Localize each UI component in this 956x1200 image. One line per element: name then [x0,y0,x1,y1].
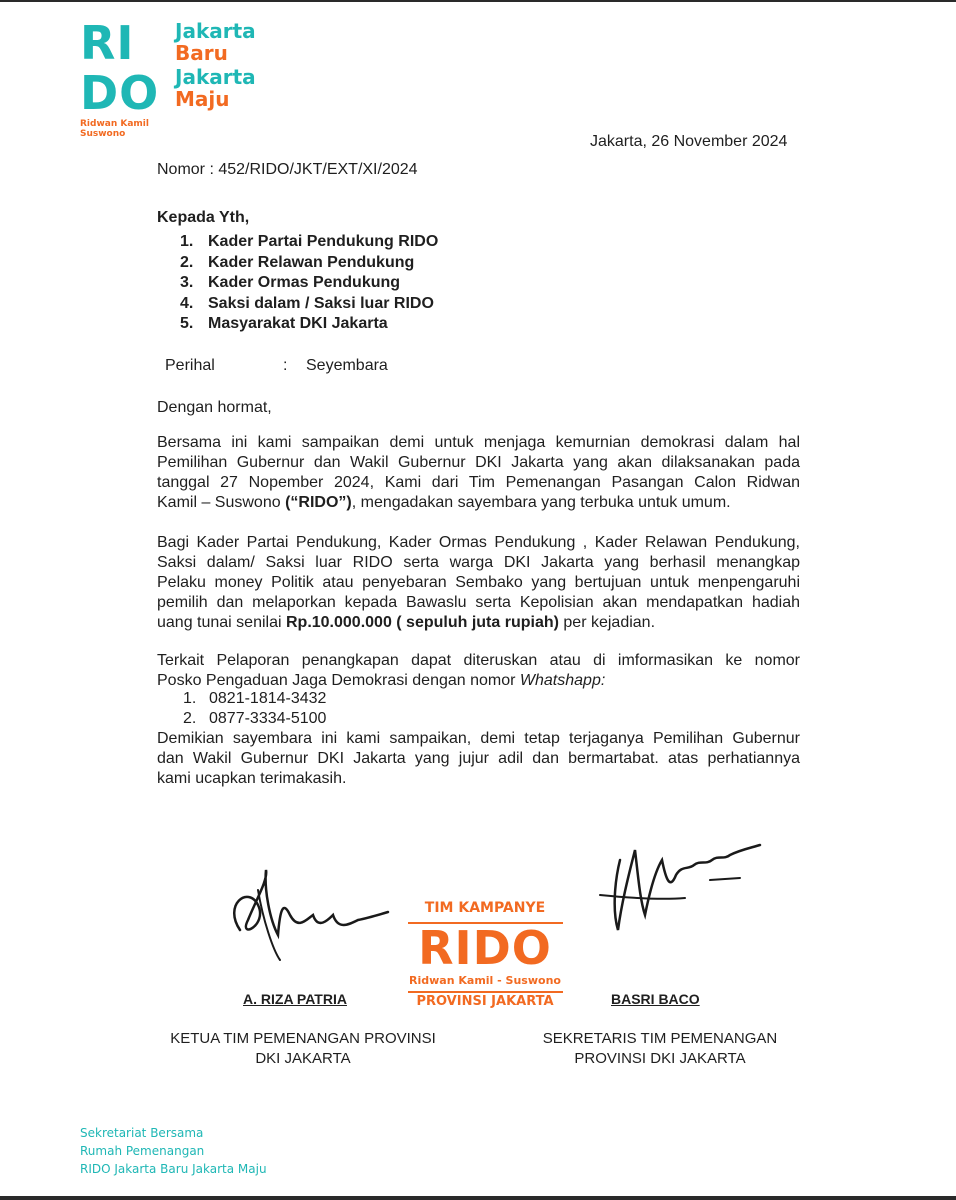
text-run: uang tunai senilai [157,614,286,631]
letter-date: Jakarta, 26 November 2024 [590,133,788,150]
paragraph-line: Demikian sayembara ini kami sampaikan, demi tetap terjaganya Pemilihan Gubernur [157,730,800,747]
rido-bold: (“RIDO”) [285,494,352,511]
paragraph-intro [157,433,800,513]
recipient-text: Kader Ormas Pendukung [208,274,401,291]
paragraph-line: pemilih dan melaporkan kepada Bawaslu serta Kepolisian akan mendapatkan hadiah [157,594,800,611]
paragraph-line: dan Wakil Gubernur DKI Jakarta yang jujur adil dan bermartabat. atas perhatiannya [157,750,800,767]
reward-amount: Rp.10.000.000 ( sepuluh juta rupiah) [285,614,559,631]
role-line: KETUA TIM PEMENANGAN PROVINSI [170,1030,436,1047]
signature-left [218,860,398,970]
footer-line: Rumah Pemenangan [80,1144,205,1158]
paragraph-reward [157,533,800,633]
role-line: DKI JAKARTA [255,1050,351,1067]
stamp-subtitle: Ridwan Kamil - Suswono [409,974,561,987]
logo-word-1: Jakarta [175,19,256,43]
subject-colon: : [283,357,288,374]
logo-sub-1: Ridwan Kamil [80,119,149,129]
list-number: 3. [180,274,194,291]
recipient-text: Kader Relawan Pendukung [208,253,415,271]
logo-sub-2: Suswono [80,129,126,139]
footer-line: Sekretariat Bersama [80,1126,204,1140]
logo-word-4: Maju [175,87,230,111]
list-item [180,232,438,253]
list-number: 5. [180,315,194,332]
role-line: PROVINSI DKI JAKARTA [574,1050,746,1067]
subject-value: Seyembara [306,357,388,374]
paragraph-line: Pelaku money Politik atau penyebaran Sembako yang bertujuan untuk menpengaruhi [157,574,800,591]
list-item [180,294,438,315]
list-number: 1. [180,233,194,250]
logo-word-2: Baru [175,41,228,65]
list-number: 2. [180,253,194,271]
bottom-border [0,1196,956,1200]
stamp-province: PROVINSI JAKARTA [416,994,554,1009]
text-run: per kejadian. [558,614,656,631]
paragraph-line: Bagi Kader Partai Pendukung, Kader Ormas Pendukung , Kader Relawan Pendukung, [157,534,800,551]
phone-number: 0877-3334-5100 [209,710,327,727]
subject-label: Perihal [165,357,215,374]
recipient-text: Kader Partai Pendukung RIDO [208,233,439,250]
stamp-title: TIM KAMPANYE [424,900,546,916]
footer-address [80,1124,267,1178]
stamp-logo: RIDO [418,921,552,975]
phone-number: 0821-1814-3432 [209,690,327,707]
list-number: 2. [183,710,197,727]
list-item [183,689,326,709]
list-item [183,709,326,729]
recipients-list [180,232,438,335]
text-run: Kamil – Suswono [157,494,286,511]
recipient-text: Masyarakat DKI Jakarta [208,315,388,332]
list-item [180,253,438,274]
letter-number: Nomor : 452/RIDO/JKT/EXT/XI/2024 [157,161,418,178]
signer-role-right [520,1029,800,1069]
salutation: Dengan hormat, [157,399,272,416]
paragraph-line: Bersama ini kami sampaikan demi untuk menjaga kemurnian demokrasi dalam hal [157,434,800,451]
logo-mark-bottom: DO [80,66,160,120]
signer-name-left: A. RIZA PATRIA [243,991,347,1007]
signature-right [590,820,780,940]
paragraph-line [157,613,800,633]
list-number: 4. [180,294,194,312]
logo-word-3: Jakarta [175,65,256,89]
paragraph-line [157,671,800,691]
signer-name-right: BASRI BACO [611,991,700,1007]
recipients-intro: Kepada Yth, [157,209,250,226]
list-item [180,314,438,335]
campaign-stamp [400,900,570,1015]
recipient-text: Saksi dalam / Saksi luar RIDO [208,294,434,312]
paragraph-reporting [157,651,800,691]
logo-mark-top: RI [80,16,135,70]
footer-line: RIDO Jakarta Baru Jakarta Maju [80,1162,267,1176]
text-run: , mengadakan sayembara yang terbuka untuk umum. [351,494,731,511]
whatsapp-label: Whatshapp: [519,672,606,689]
top-border [0,0,956,2]
paragraph-line: Saksi dalam/ Saksi luar RIDO serta warga DKI Jakarta yang berhasil menangkap [157,554,800,571]
list-number: 1. [183,690,197,707]
paragraph-line: Terkait Pelaporan penangkapan dapat diteruskan atau di imformasikan ke nomor [157,652,800,669]
role-line: SEKRETARIS TIM PEMENANGAN [542,1030,778,1047]
rido-logo [80,18,280,148]
paragraph-line: tanggal 27 Nopember 2024, Kami dari Tim Pemenangan Pasangan Calon Ridwan [157,474,800,491]
signer-role-left [143,1029,463,1069]
paragraph-line: Pemilihan Gubernur dan Wakil Gubernur DKI Jakarta yang akan dilaksanakan pada [157,454,800,471]
paragraph-line: kami ucapkan terimakasih. [157,770,347,787]
paragraph-line [157,493,800,513]
paragraph-closing [157,729,800,789]
stamp-divider [408,991,563,993]
phone-list [183,689,326,729]
list-item [180,273,438,294]
text-run: Posko Pengaduan Jaga Demokrasi dengan nomor [157,672,520,689]
